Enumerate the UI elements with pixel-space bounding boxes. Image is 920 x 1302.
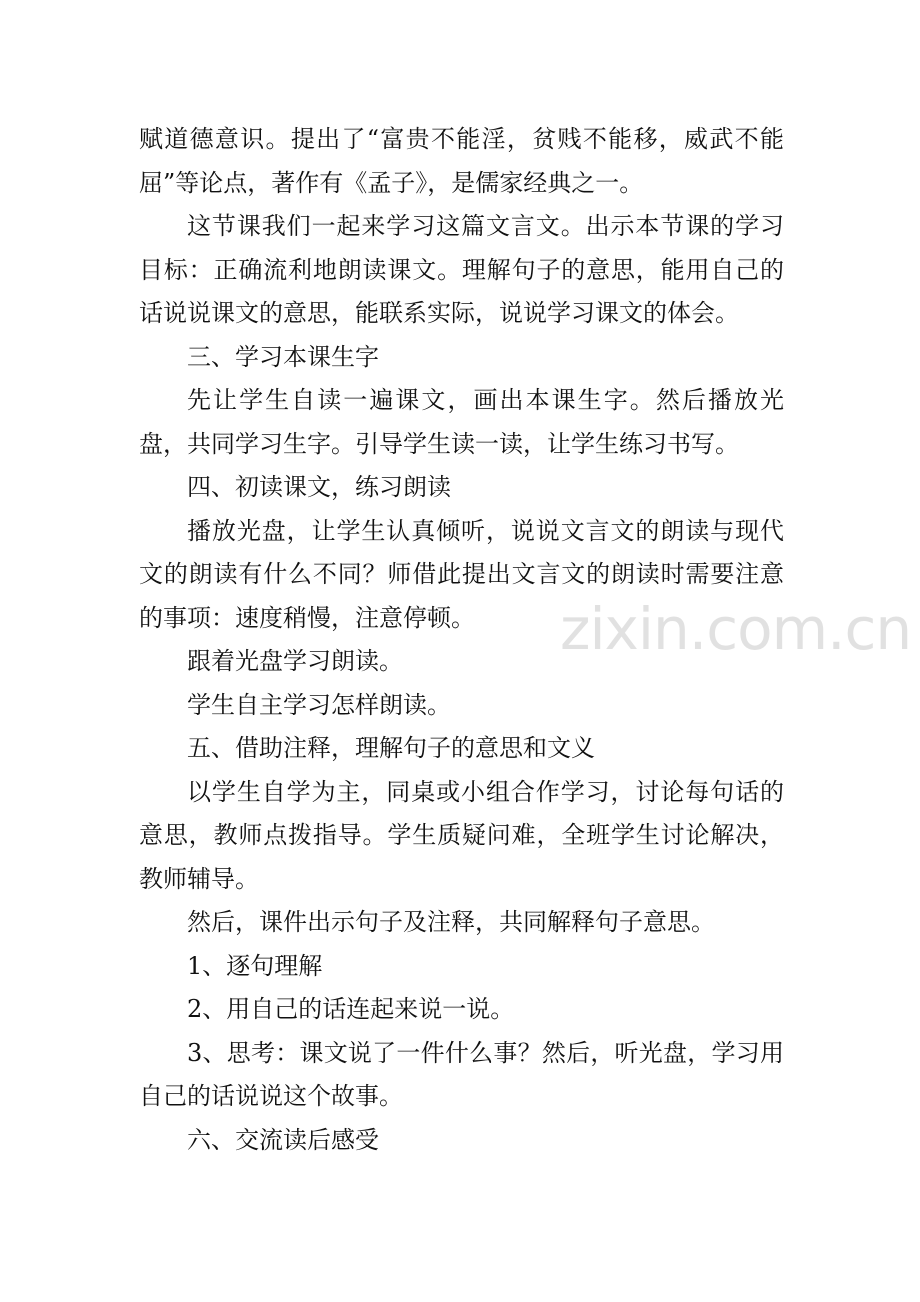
paragraph: 赋道德意识。提出了“富贵不能淫，贫贱不能移，威武不能屈”等论点，著作有《孟子》，是儒家经典之一。 [139,125,784,197]
paragraph: 以学生自学为主，同桌或小组合作学习，讨论每句话的意思，教师点拨指导。学生质疑问难，全班学生讨论解决，教师辅导。 [139,777,784,893]
paragraph: 播放光盘，让学生认真倾听，说说文言文的朗读与现代文的朗读有什么不同？师借此提出文言文的朗读时需要注意的事项：速度稍慢，注意停顿。 [139,516,784,632]
paragraph: 五、借助注释，理解句子的意思和文义 [187,734,595,762]
document-body [139,118,784,1162]
paragraph: 跟着光盘学习朗读。 [187,647,403,675]
paragraph: 先让学生自读一遍课文，画出本课生字。然后播放光盘，共同学习生字。引导学生读一读，让学生练习书写。 [139,386,784,458]
paragraph: 3、思考：课文说了一件什么事？然后，听光盘，学习用自己的话说说这个故事。 [139,1038,784,1110]
paragraph: 六、交流读后感受 [187,1125,379,1154]
paragraph: 这节课我们一起来学习这篇文言文。出示本节课的学习目标：正确流利地朗读课文。理解句子的意思，能用自己的话说说课文的意思，能联系实际，说说学习课文的体会。 [139,212,784,327]
paragraph: 1、逐句理解 [187,951,323,980]
paragraph: 然后，课件出示句子及注释，共同解释句子意思。 [187,908,715,936]
paragraph: 三、学习本课生字 [187,342,379,371]
paragraph: 学生自主学习怎样朗读。 [187,690,451,719]
paragraph: 2、用自己的话连起来说一说。 [187,995,515,1023]
paragraph: 四、初读课文，练习朗读 [187,473,451,501]
watermark: zixin.com.cn [560,595,912,663]
